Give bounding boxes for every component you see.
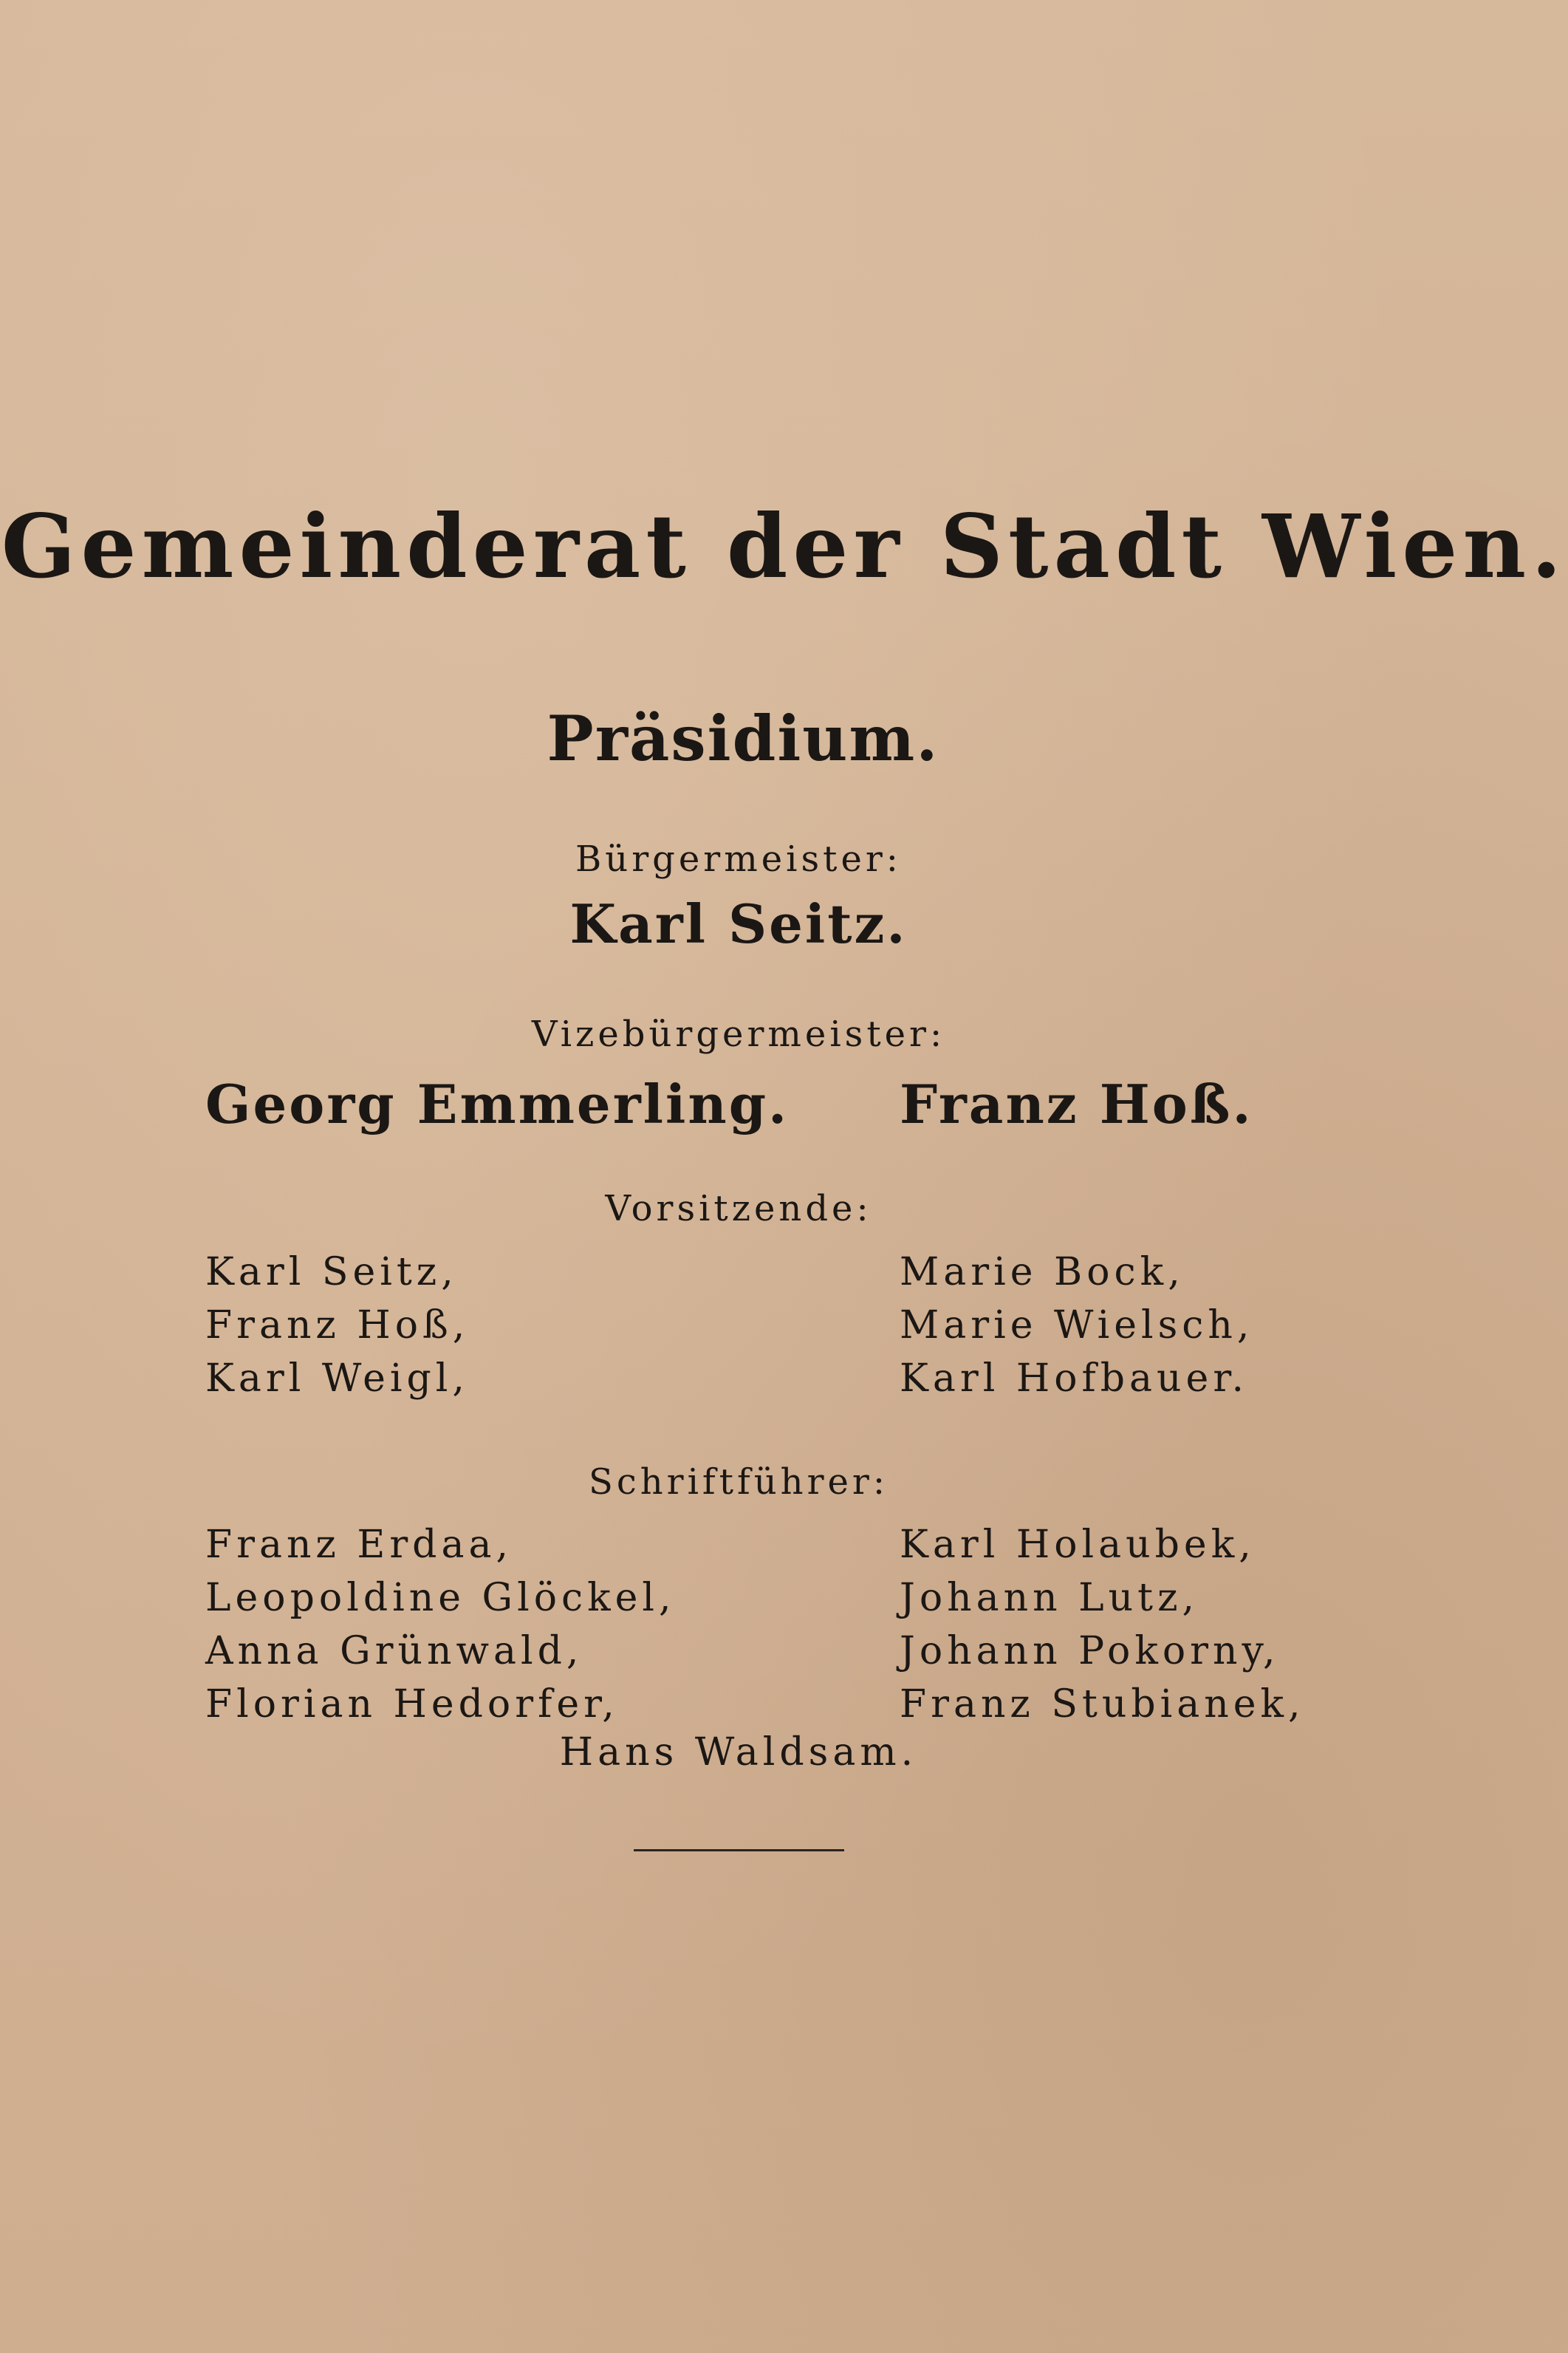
list-item: Johann Lutz, [900, 1576, 1199, 1620]
vice-mayor-left-name: Georg Emmerling. [205, 1073, 790, 1135]
divider-rule [634, 1849, 844, 1851]
chairs-right-list [900, 1246, 1253, 1405]
secretaries-left-list [205, 1518, 676, 1731]
secretaries-last-name: Hans Waldsam. [559, 1730, 918, 1775]
list-item: Karl Seitz, [205, 1250, 458, 1294]
list-item: Florian Hedorfer, [205, 1682, 619, 1727]
list-item: Marie Wielsch, [900, 1303, 1254, 1348]
list-item: Anna Grünwald, [205, 1629, 583, 1673]
list-item: Franz Erdaa, [205, 1523, 513, 1567]
list-item: Karl Hofbauer. [900, 1356, 1248, 1401]
list-item: Marie Bock, [900, 1250, 1185, 1294]
list-item: Franz Hoß, [205, 1303, 470, 1348]
mayor-name: Karl Seitz. [569, 892, 908, 955]
secretaries-right-list [900, 1518, 1305, 1731]
list-item: Karl Holaubek, [900, 1523, 1256, 1567]
list-item: Johann Pokorny, [900, 1629, 1280, 1673]
secretaries-label: Schriftführer: [588, 1461, 889, 1503]
vice-mayor-label: Vizebürgermeister: [531, 1014, 946, 1055]
list-item: Leopoldine Glöckel, [205, 1576, 676, 1620]
chairs-left-list [205, 1246, 469, 1405]
mayor-label: Bürgermeister: [575, 839, 902, 880]
vice-mayor-right-name: Franz Hoß. [900, 1073, 1253, 1135]
section-heading: Präsidium. [547, 702, 939, 775]
page-title: Gemeinderat der Stadt Wien. [1, 495, 1567, 598]
list-item: Franz Stubianek, [900, 1682, 1305, 1727]
list-item: Karl Weigl, [205, 1356, 469, 1401]
chairs-label: Vorsitzende: [605, 1188, 872, 1229]
